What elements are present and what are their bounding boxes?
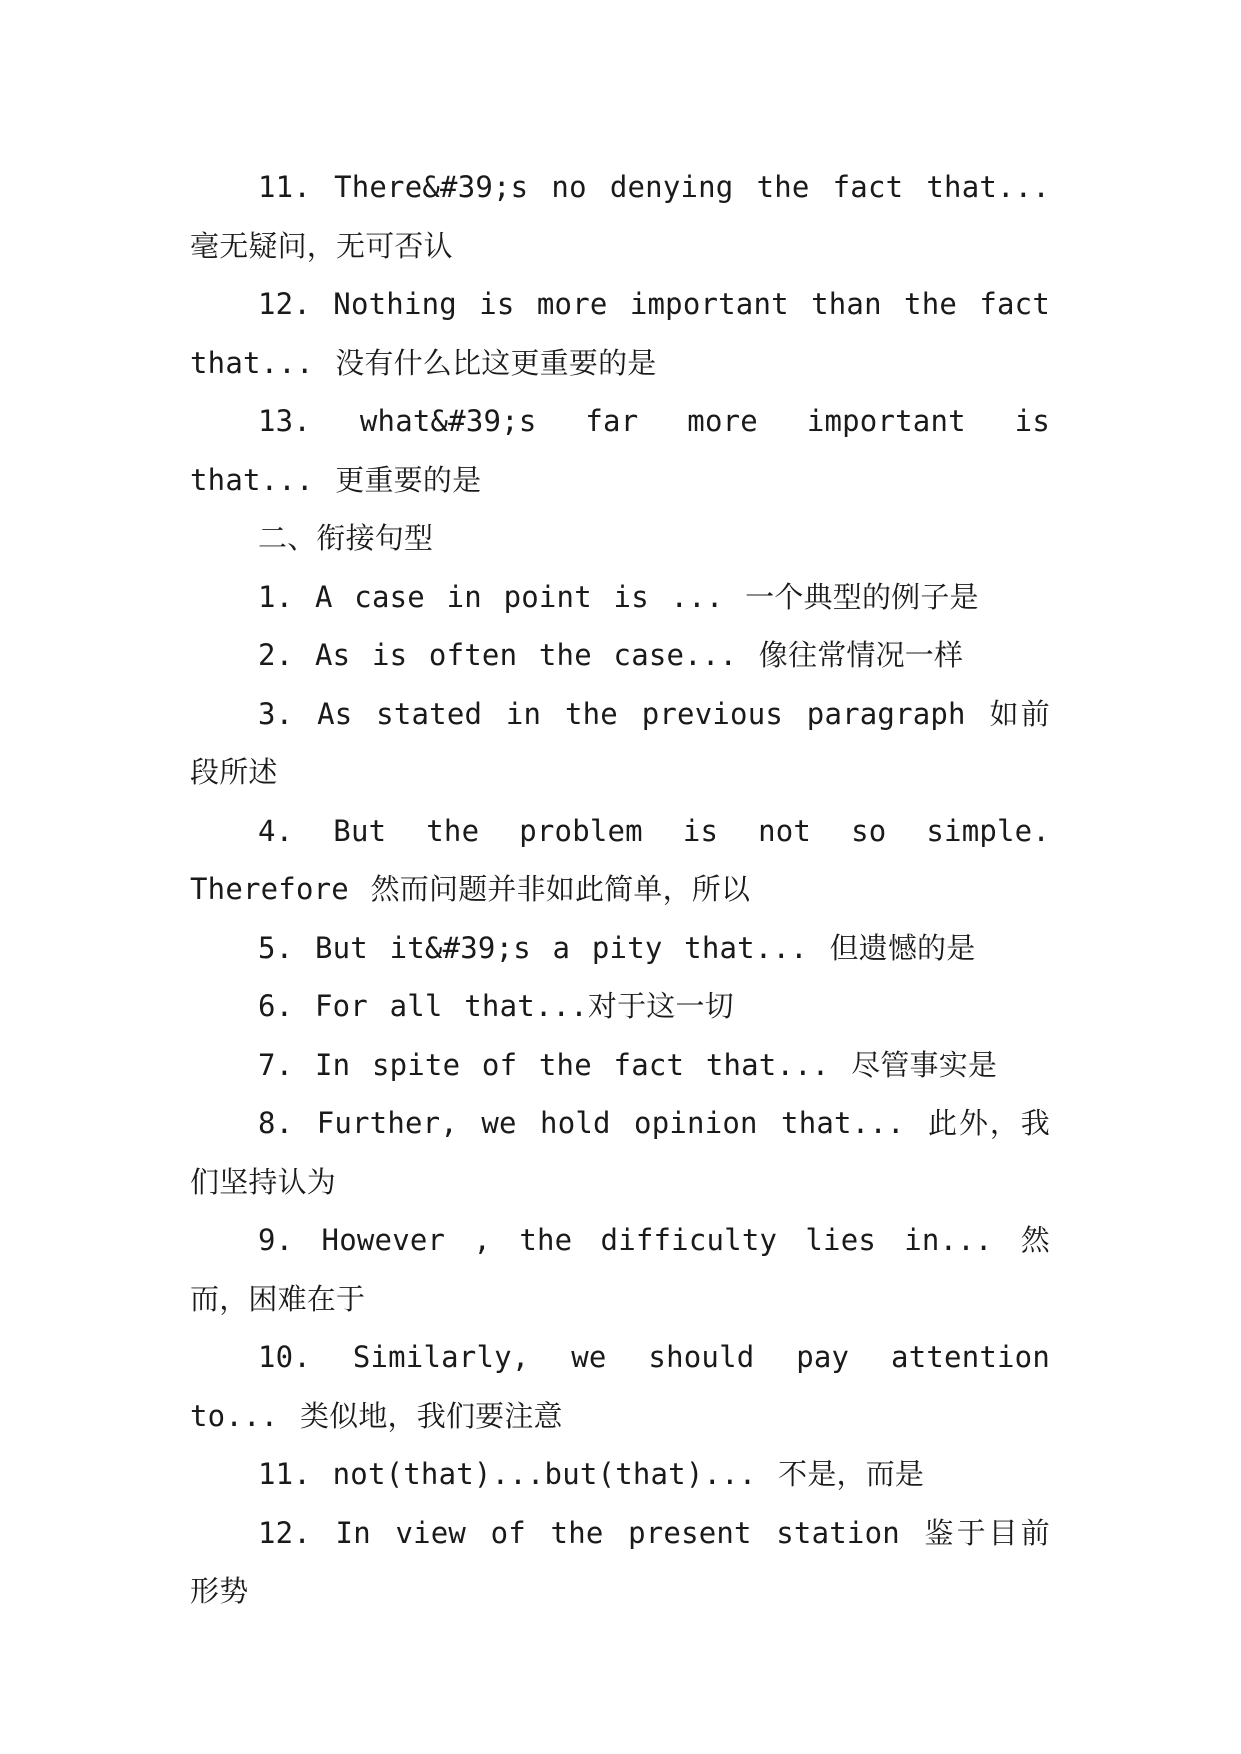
paragraph-item: 4. But the problem is not so simple. Therefore 然而问题并非如此简单，所以 [190,813,1050,906]
paragraph-item: 12. In view of the present station 鉴于目前形势 [190,1515,1050,1608]
paragraph-item: 11. There&#39;s no denying the fact that... 毫无疑问，无可否认 [190,170,1050,263]
paragraph-item: 6. For all that...对于这一切 [258,989,734,1023]
document-body [190,158,1050,1621]
paragraph-item: 12. Nothing is more important than the fact that... 没有什么比这更重要的是 [190,287,1050,380]
paragraph-item: 1. A case in point is ... 一个典型的例子是 [258,579,979,614]
paragraph-item: 2. As is often the case... 像往常情况一样 [258,638,964,672]
paragraph-item: 5. But it&#39;s a pity that... 但遗憾的是 [258,930,976,965]
section-heading: 二、衔接句型 [258,521,434,555]
paragraph-item: 8. Further, we hold opinion that... 此外，我们坚持认为 [190,1106,1050,1199]
paragraph-item: 3. As stated in the previous paragraph 如前段所述 [190,696,1050,789]
paragraph-item: 11. not(that)...but(that)... 不是，而是 [258,1457,925,1491]
paragraph-item: 13. what&#39;s far more important is that... 更重要的是 [190,404,1050,497]
paragraph-item: 10. Similarly, we should pay attention to... 类似地，我们要注意 [190,1340,1050,1433]
paragraph-item: 9. However , the difficulty lies in... 然而，困难在于 [190,1223,1050,1316]
paragraph-item: 7. In spite of the fact that... 尽管事实是 [258,1047,998,1082]
